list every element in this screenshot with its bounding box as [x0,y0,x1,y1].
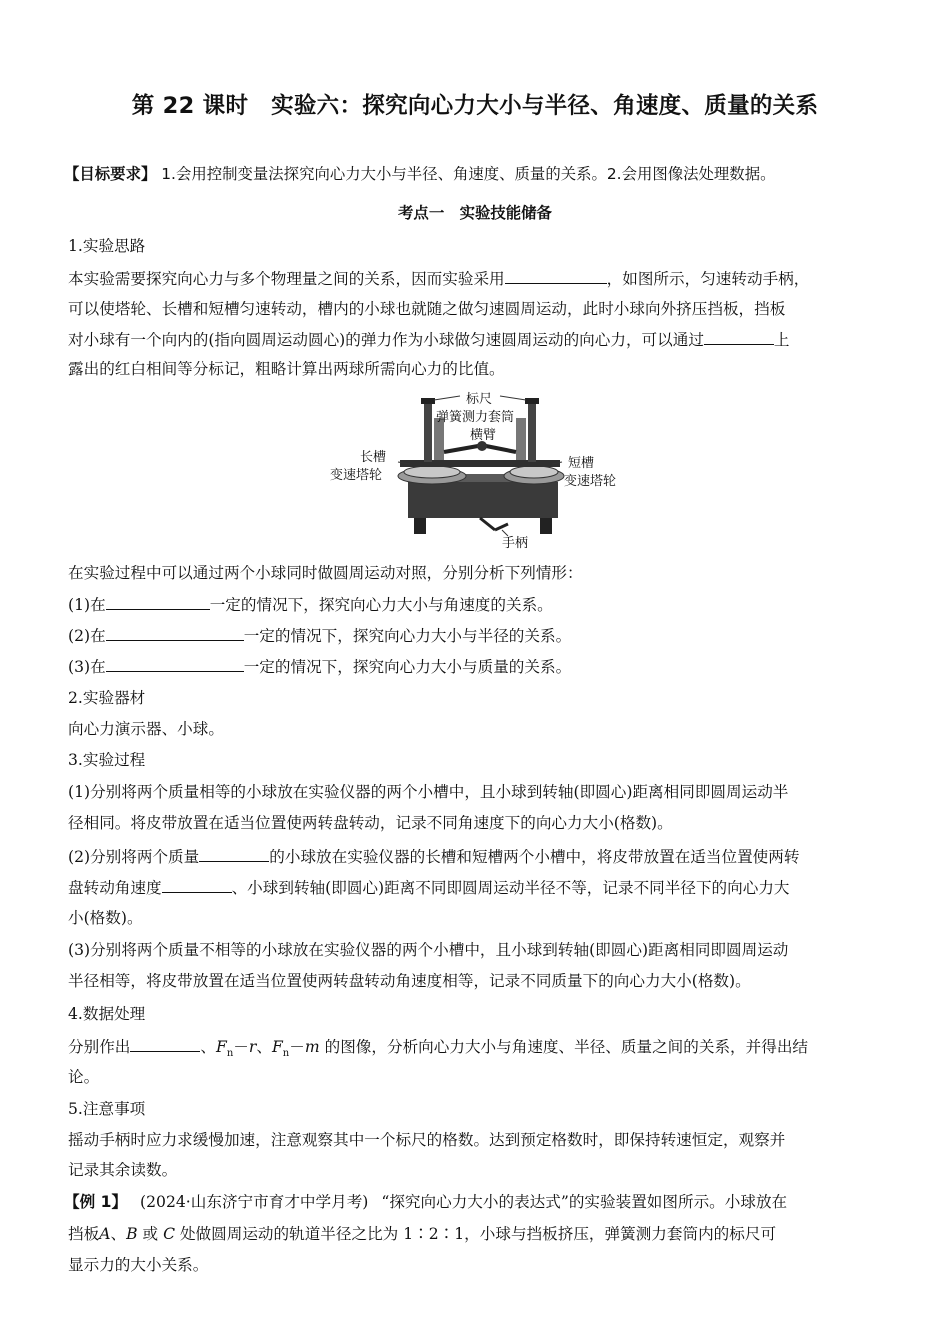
goal-label: 【目标要求】 [64,165,157,183]
s5-line-1: 摇动手柄时应力求缓慢加速，注意观察其中一个标尺的格数。达到预定格数时，即保持转速恒定，观察并 [68,1131,786,1149]
right-column [528,402,536,462]
var-f: F [271,1038,283,1056]
fill-blank[interactable] [106,594,210,610]
fill-blank[interactable] [162,877,232,893]
text: 分别作出 [68,1038,131,1056]
cases-intro: 在实验过程中可以通过两个小球同时做圆周运动对照，分别分析下列情形： [68,564,583,582]
text: (3)在 [68,658,106,676]
left-cap [421,398,435,404]
example-line-3: 显示力的大小关系。 [68,1256,209,1274]
goal-line [64,164,775,184]
s4-line-1 [68,1036,808,1064]
right-sleeve [516,418,526,460]
leader-ruler [434,396,460,400]
label-ruler: 标尺 [466,392,493,407]
s3-p1-line-1: (1)分别将两个质量相等的小球放在实验仪器的两个小槽中，且小球到转轴(即圆心)距离相同即圆周运动半 [68,783,789,801]
right-wheel-top [510,466,558,478]
case-2 [68,625,571,646]
apparatus-figure [330,390,630,550]
label-right-wheel: 变速塔轮 [564,474,617,489]
text: 对小球有一个向内的(指向圆周运动圆心)的弹力作为小球做匀速圆周运动的向心力，可以通过 [68,331,704,349]
left-column [424,402,432,462]
var-c: C [163,1225,175,1243]
s3-p2-line-2 [68,877,790,898]
var-a: A [99,1225,111,1243]
page-title: 第 22 课时 实验六：探究向心力大小与半径、角速度、质量的关系 [131,93,819,119]
s3-p3-line-1: (3)分别将两个质量不相等的小球放在实验仪器的两个小槽中，且小球到转轴(即圆心)距离相同即圆周运动 [68,941,789,959]
label-arm: 横臂 [470,428,497,443]
text: 处做圆周运动的轨道半径之比为 1∶2∶1，小球与挡板挤压，弹簧测力套筒内的标尺可 [175,1225,777,1243]
subscript-n: n [226,1048,234,1060]
subscript-n: n [282,1048,290,1060]
text: － [233,1038,249,1056]
label-sleeve: 弹簧测力套筒 [436,410,515,425]
s1-paragraph-line-1 [68,268,809,289]
fill-blank[interactable] [505,268,607,284]
example-label: 【例 1】 [64,1193,128,1211]
s3-p3-line-2: 半径相等，将皮带放置在适当位置使两转盘转动角速度相等，记录不同质量下的向心力大小(格数)。 [68,972,751,990]
text: ，如图所示，匀速转动手柄， [606,270,810,288]
text: 、 [200,1038,216,1056]
text: 本实验需要探究向心力与多个物理量之间的关系，因而实验采用 [68,270,505,288]
goal-text: 1.会用控制变量法探究向心力大小与半径、角速度、质量的关系。2.会用图像法处理数据。 [161,165,776,183]
label-left-wheel: 变速塔轮 [330,468,383,483]
fill-blank[interactable] [106,625,244,641]
text: 一定的情况下，探究向心力大小与质量的关系。 [243,658,572,676]
short-slot-bar [490,460,560,467]
left-arm [444,446,478,452]
example-source: (2024·山东济宁市育才中学月考) [140,1193,369,1211]
text: 、 [256,1038,272,1056]
s1-paragraph-line-3 [68,329,790,350]
var-f: F [216,1038,227,1056]
s3-heading: 3.实验过程 [68,751,146,769]
case-3 [68,656,571,677]
text: (1)在 [68,596,106,614]
s1-paragraph-line-2: 可以使塔轮、长槽和短槽匀速转动，槽内的小球也就随之做匀速圆周运动，此时小球向外挤压挡板，挡板 [68,300,786,318]
s3-p1-line-2: 径相同。将皮带放置在适当位置使两转盘转动，记录不同角速度下的向心力大小(格数)。 [68,814,673,832]
long-slot-bar [400,460,490,467]
text: 的图像，分析向心力大小与角速度、半径、质量之间的关系，并得出结 [319,1038,809,1056]
s5-heading: 5.注意事项 [68,1100,146,1118]
right-arm [486,446,516,452]
text: (2)分别将两个质量 [68,848,200,866]
text: － [289,1038,305,1056]
right-cap [525,398,539,404]
handle-grip [495,524,508,530]
right-leg [540,518,552,534]
var-r: r [248,1038,257,1056]
fill-blank[interactable] [130,1036,200,1052]
s4-heading: 4.数据处理 [68,1005,146,1023]
text: 挡板 [68,1225,100,1243]
label-handle: 手柄 [502,536,529,551]
text: 、 [110,1225,127,1243]
example-line-1 [64,1192,787,1212]
left-wheel-top [404,466,460,478]
text: 盘转动角速度 [68,879,162,897]
fill-blank[interactable] [106,656,244,672]
label-long-slot: 长槽 [360,450,387,465]
section-heading: 考点一 实验技能储备 [398,204,552,222]
text: 一定的情况下，探究向心力大小与角速度的关系。 [209,596,553,614]
s1-paragraph-line-4: 露出的红白相间等分标记，粗略计算出两球所需向心力的比值。 [68,360,505,378]
s1-heading: 1.实验思路 [68,237,146,255]
left-leg [414,518,426,534]
case-1 [68,594,553,615]
text: 、小球到转轴(即圆心)距离不同即圆周运动半径不等，记录不同半径下的向心力大 [231,879,790,897]
s2-heading: 2.实验器材 [68,689,146,707]
s3-p2-line-1 [68,846,799,867]
text: 的小球放在实验仪器的长槽和短槽两个小槽中，将皮带放置在适当位置使两转 [269,848,800,866]
s3-p2-line-3: 小(格数)。 [68,909,143,927]
leader-ruler-right [500,396,526,400]
var-m: m [304,1038,320,1056]
text: (2)在 [68,627,106,645]
var-b: B [126,1225,138,1243]
s2-text: 向心力演示器、小球。 [68,720,224,738]
label-short-slot: 短槽 [568,456,595,471]
handle-shaft [480,518,495,530]
text: 上 [773,331,790,349]
s4-line-2: 论。 [68,1068,100,1086]
text: 或 [137,1225,164,1243]
text: “探究向心力大小的表达式”的实验装置如图所示。小球放在 [381,1193,788,1211]
text: 一定的情况下，探究向心力大小与半径的关系。 [243,627,572,645]
fill-blank[interactable] [199,846,269,862]
base-body [408,482,558,518]
fill-blank[interactable] [704,329,774,345]
example-line-2 [68,1224,776,1244]
s5-line-2: 记录其余读数。 [68,1161,178,1179]
